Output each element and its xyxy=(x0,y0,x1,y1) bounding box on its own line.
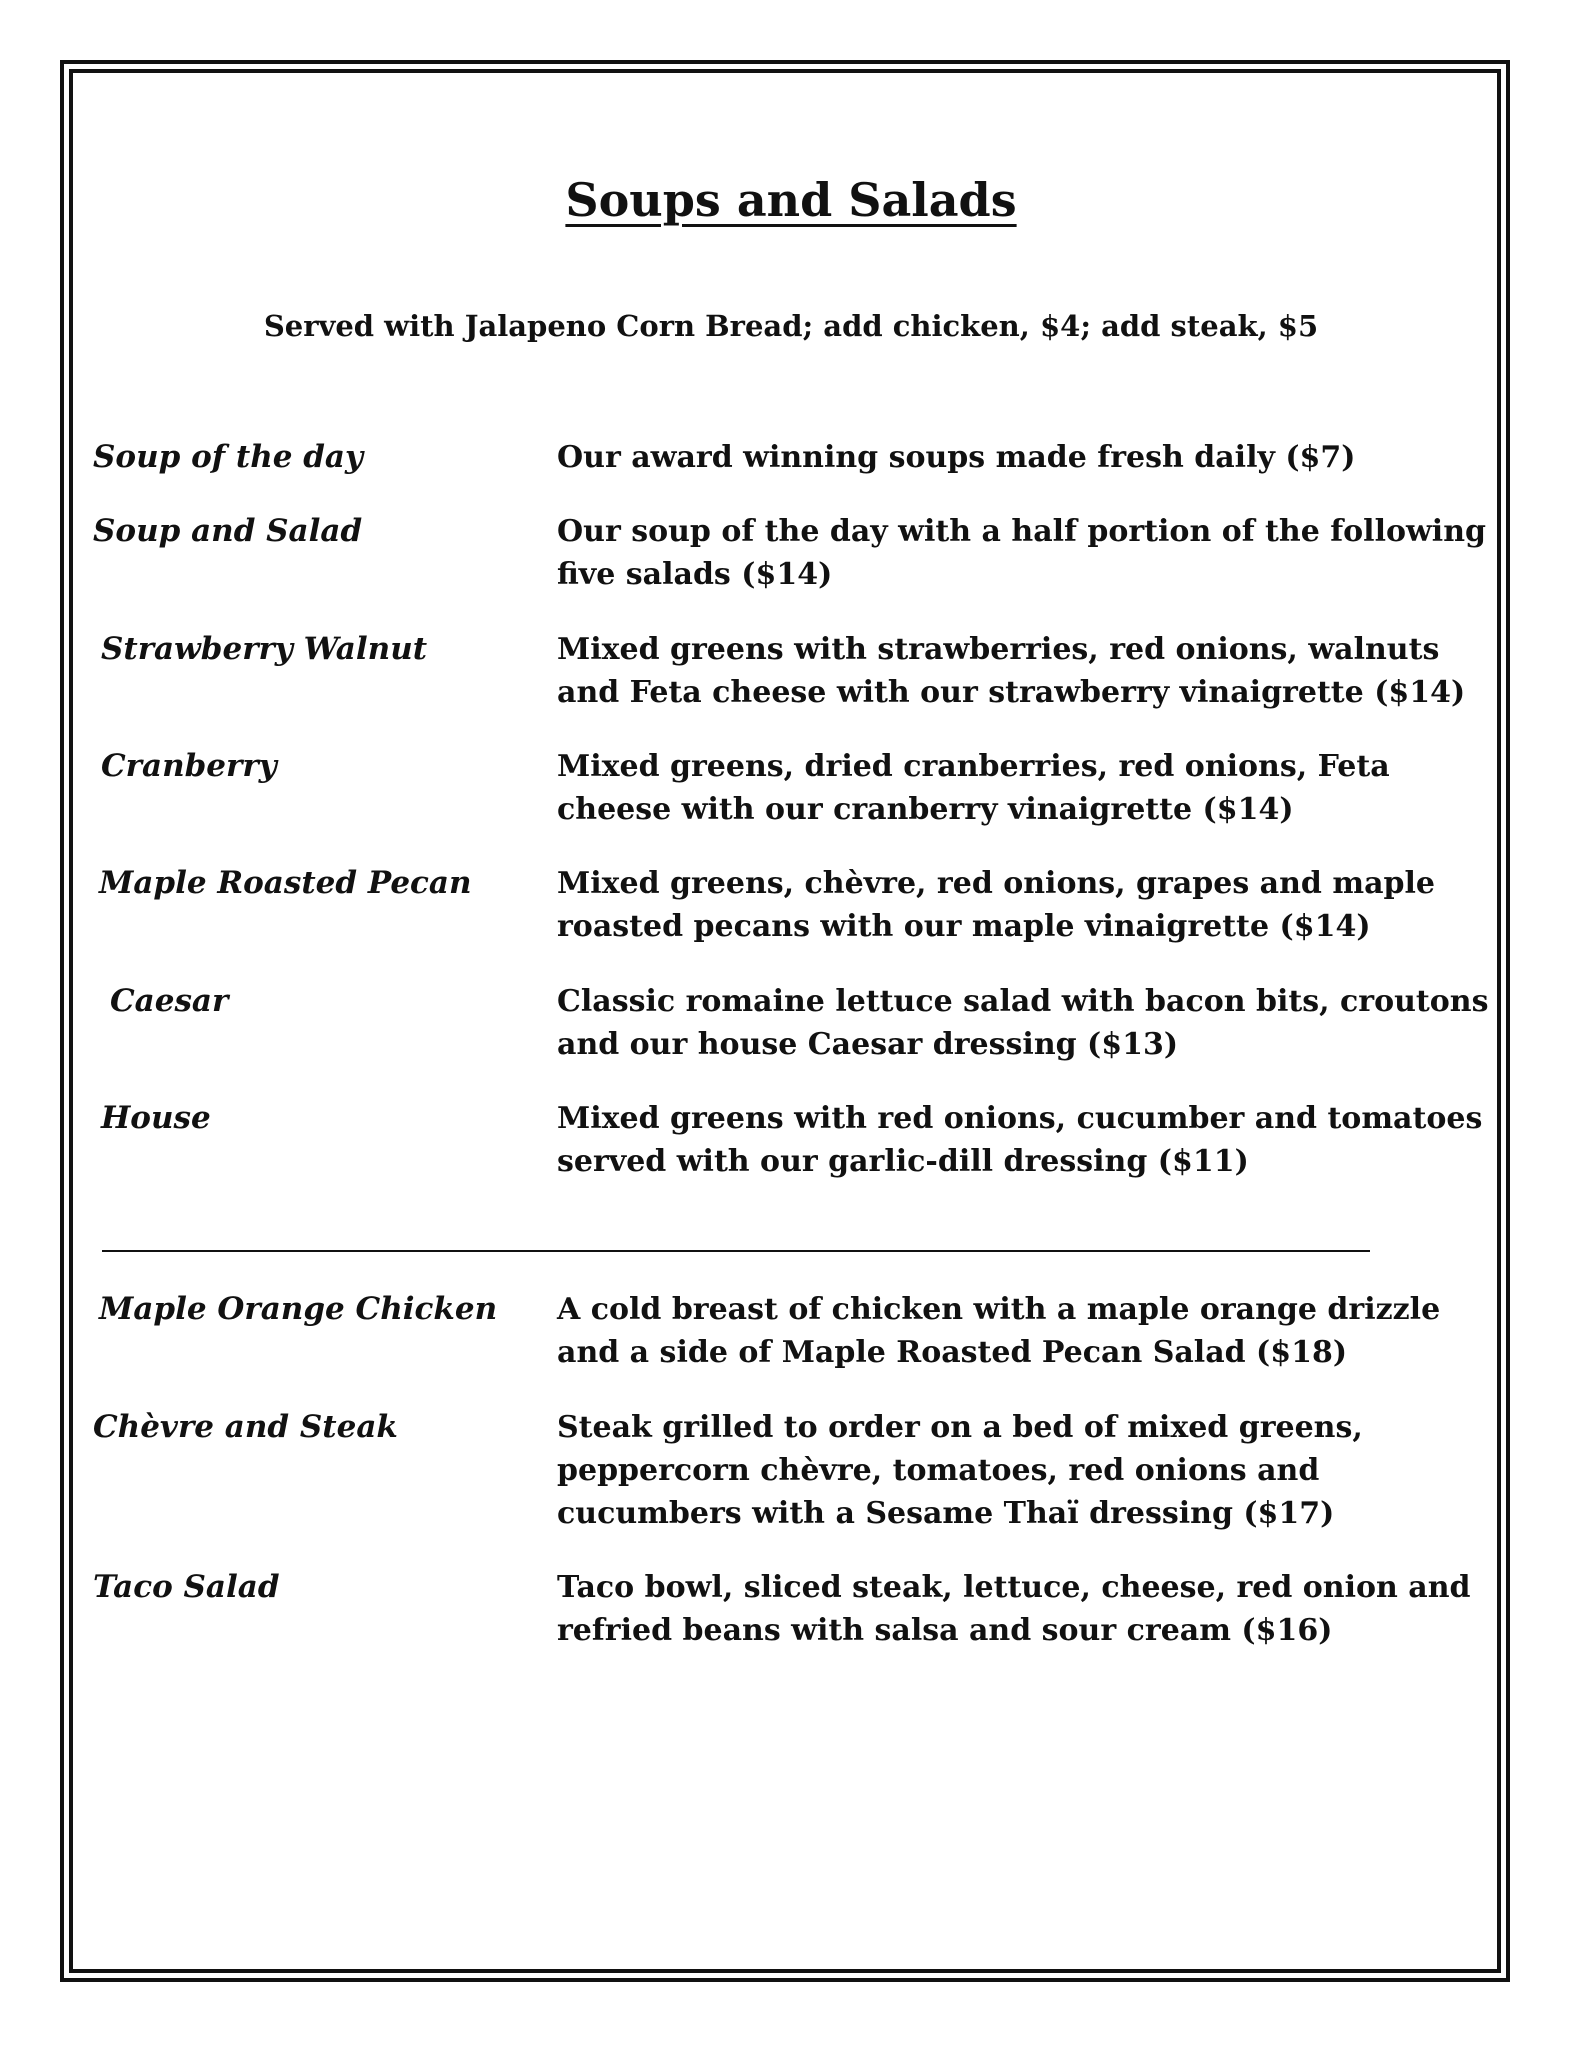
menu-item-name: Maple Orange Chicken xyxy=(99,1291,498,1327)
menu-item-description: Taco bowl, sliced steak, lettuce, cheese, red onion and refried beans with salsa and sour cream ($16) xyxy=(557,1570,1471,1648)
menu-item-name: Strawberry Walnut xyxy=(101,631,428,667)
menu-item-name: Soup of the day xyxy=(93,439,364,475)
menu-item-description: Mixed greens with strawberries, red onions, walnuts and Feta cheese with our strawberry vinaigrette ($14) xyxy=(557,632,1466,710)
menu-item-description: Classic romaine lettuce salad with bacon bits, croutons and our house Caesar dressing ($13) xyxy=(557,984,1489,1062)
menu-item-description: Our soup of the day with a half portion of the following five salads ($14) xyxy=(557,514,1486,592)
menu-item-description: Mixed greens, dried cranberries, red onions, Feta cheese with our cranberry vinaigrette ($14) xyxy=(557,749,1390,827)
menu-item-description: Steak grilled to order on a bed of mixed greens, peppercorn chèvre, tomatoes, red onions and cucumbers with a Sesame Thaï dressing ($17) xyxy=(557,1410,1363,1531)
menu-item-name: Maple Roasted Pecan xyxy=(99,865,472,901)
menu-item-name: Chèvre and Steak xyxy=(93,1409,398,1445)
menu-subtitle: Served with Jalapeno Corn Bread; add chicken, $4; add steak, $5 xyxy=(263,309,1319,343)
menu-item-description: Our award winning soups made fresh daily ($7) xyxy=(557,440,1356,475)
menu-item-description: A cold breast of chicken with a maple orange drizzle and a side of Maple Roasted Pecan Salad ($18) xyxy=(557,1292,1441,1370)
menu-item-description: Mixed greens, chèvre, red onions, grapes and maple roasted pecans with our maple vinaigrette ($14) xyxy=(557,866,1435,944)
menu-item-name: Taco Salad xyxy=(93,1569,280,1605)
menu-title: Soups and Salads xyxy=(565,173,1017,227)
menu-item-name: Caesar xyxy=(110,983,229,1019)
menu-item-name: House xyxy=(101,1100,211,1136)
menu-item-name: Cranberry xyxy=(101,748,277,784)
menu-item-name: Soup and Salad xyxy=(93,513,363,549)
section-divider xyxy=(102,1250,1370,1252)
menu-item-description: Mixed greens with red onions, cucumber and tomatoes served with our garlic-dill dressing ($11) xyxy=(557,1101,1483,1179)
